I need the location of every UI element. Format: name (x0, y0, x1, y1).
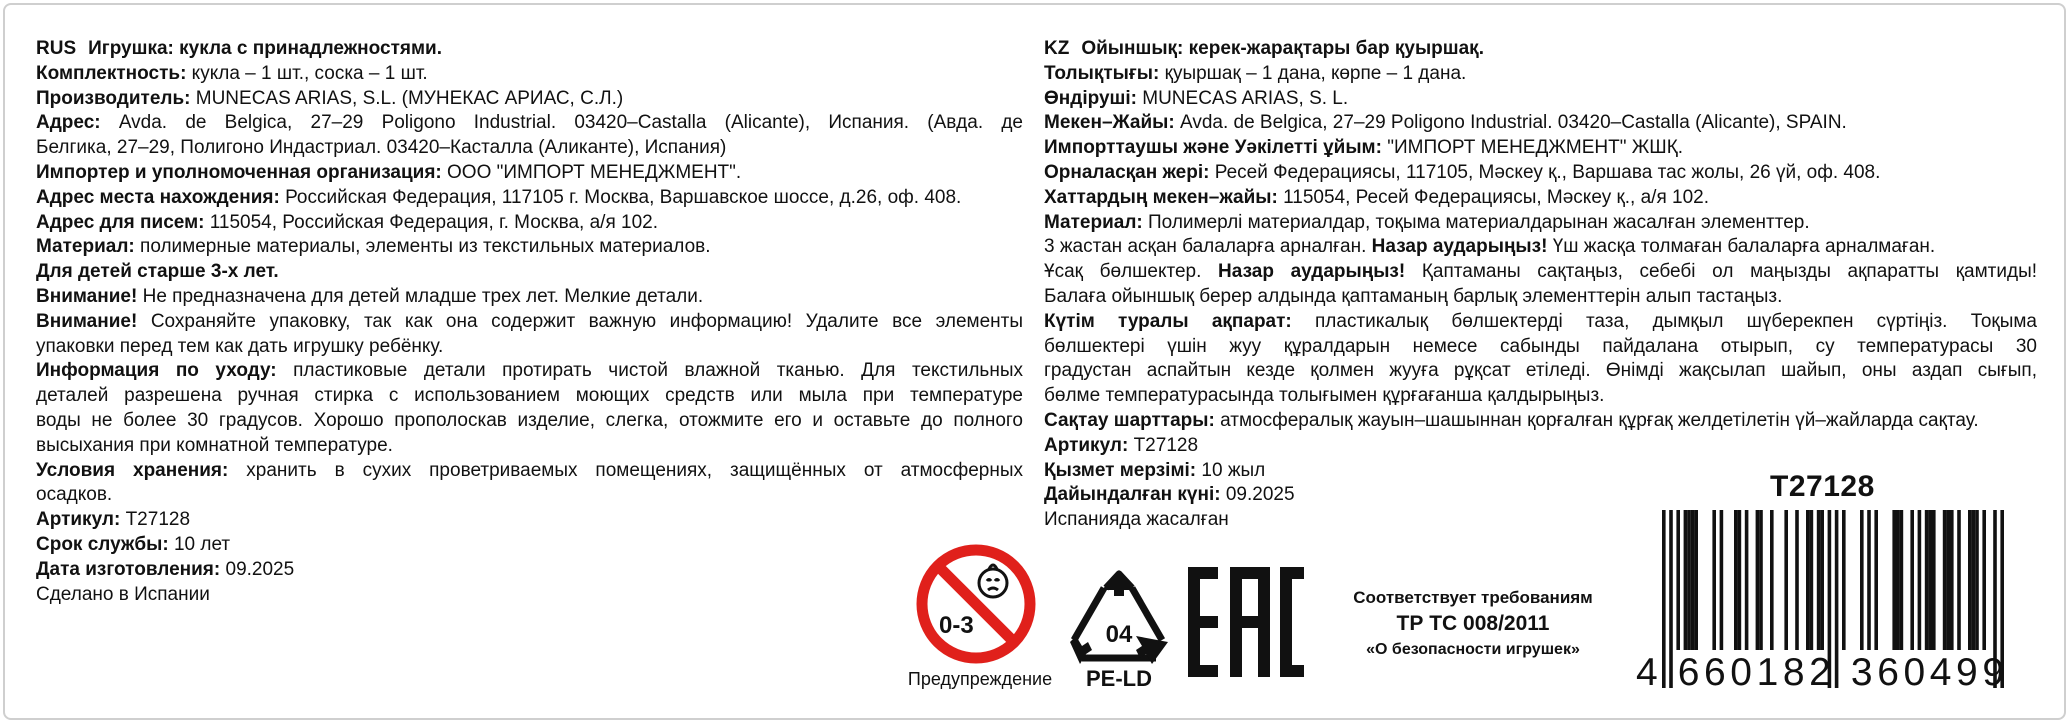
certification-block (1318, 588, 1628, 659)
location-label: Орналасқан жері: (1044, 161, 1210, 183)
manufacture-date-value: 09.2025 (1220, 484, 1295, 506)
mail-address-value: 115054, Российская Федерация, г. Москва, а/я 102. (204, 211, 659, 233)
lang-code-kz: KZ (1044, 38, 1070, 59)
maker-value: MUNECAS ARIAS, S.L. (МУНЕКАС АРИАС, С.Л.) (190, 87, 624, 109)
warning-value: Сохраняйте упаковку, так как она содержит важную информацию! Удалите все элементы (137, 310, 1023, 332)
storage-value: атмосфералық жауын–шашыннан қорғалған құрғақ желдетілетін үй–жайларда сақтау. (1214, 409, 1979, 431)
age-note: Для детей старше 3-х лет. (36, 261, 279, 283)
warning-label: Внимание! (36, 285, 138, 307)
barcode-bar (1759, 510, 1763, 650)
rus-section (36, 37, 1023, 607)
barcode-bar (1860, 510, 1864, 650)
care-value-cont: воды не более 30 градусов. Хорошо прополоскав изделие, слегка, отожмите его и оставьте до полного (36, 409, 1023, 431)
barcode-bar (1745, 510, 1749, 650)
barcode-bar (1756, 510, 1760, 650)
no-children-0-3-icon (915, 543, 1037, 670)
warning-value: Қаптаманы сақтаңыз, себебі ол маңызды ақпаратты қамтиды! (1405, 261, 2037, 283)
warning-label: Назар аударыңыз! (1218, 261, 1406, 283)
care-value-cont: высыхания при комнатной температуре. (36, 434, 393, 456)
barcode-bar (1810, 510, 1814, 650)
set-label: Комплектность: (36, 62, 187, 84)
recycle-code: 04 (1105, 621, 1133, 648)
location-value: Российская Федерация, 117105 г. Москва, Варшавское шоссе, д.26, оф. 408. (279, 186, 962, 208)
recycle-material: PE-LD (1086, 666, 1152, 690)
material-label: Материал: (1044, 211, 1143, 233)
maker-value: MUNECAS ARIAS, S. L. (1136, 87, 1349, 109)
address-label: Адрес: (36, 112, 101, 134)
barcode-bar (1820, 510, 1824, 650)
care-value-cont: бөлме температурасында толығымен құрғағанша қалдырыңыз. (1044, 385, 1605, 407)
care-value-cont: градустан аспайтын кезде қолмен жууға рұқсат етіледі. Өнімді жақсылап шайып, оны аздап сығып, (1044, 360, 2037, 382)
warning-value-cont: Балаға ойыншық берер алдында қаптаманың барлық элементтерін алып тастаңыз. (1044, 285, 1783, 307)
care-value-cont: бөлшектері үшін жуу құралдарын немесе сабынды пайдалана отырып, су температурасы 30 (1044, 335, 2037, 357)
service-life-label: Қызмет мерзімі: (1044, 459, 1197, 481)
barcode-bar (1817, 510, 1821, 650)
barcode-bar (1694, 510, 1698, 650)
origin-text: Сделано в Испании (36, 583, 210, 605)
set-value: қуыршақ – 1 дана, көрпе – 1 дана. (1159, 62, 1467, 84)
barcode-bar (1770, 510, 1774, 650)
barcode-bar (1896, 510, 1900, 650)
material-label: Материал: (36, 236, 135, 258)
set-value: кукла – 1 шт., соска – 1 шт. (186, 62, 428, 84)
product-title-kz: Ойыншық: керек-жарақтары бар қуыршақ. (1081, 38, 1484, 59)
barcode-bar (1950, 510, 1954, 650)
warning-caption: Предупреждение (907, 669, 1053, 689)
warning-value: Не предназначена для детей младше трех лет. Мелкие детали. (137, 285, 704, 307)
barcode-bar (1712, 510, 1716, 650)
sku-label: Артикул: (36, 509, 121, 531)
barcode-bar (1932, 510, 1936, 650)
importer-label: Импорттаушы және Уәкілетті ұйым: (1044, 137, 1382, 159)
barcode-bar (1972, 510, 1976, 650)
product-title-rus: Игрушка: кукла с принадлежностями. (88, 38, 442, 59)
kz-section (1044, 37, 2037, 533)
location-label: Адрес места нахождения: (36, 186, 280, 208)
address-value: Avda. de Belgica, 27–29 Poligono Industrial. 03420–Castalla (Alicante), SPAIN. (1174, 112, 1847, 134)
certification-standard: ТР ТС 008/2011 (1396, 612, 1550, 635)
storage-value-cont: осадков. (36, 484, 113, 506)
manufacture-date-label: Дайындалған күні: (1044, 484, 1221, 506)
barcode-bar (1900, 510, 1904, 650)
barcode-bar (1806, 510, 1810, 650)
mail-address-label: Хаттардың мекен–жайы: (1044, 186, 1278, 208)
manufacture-date-label: Дата изготовления: (36, 558, 221, 580)
material-value: Полимерлі материалдар, тоқыма материалдарынан жасалған элементтер. (1142, 211, 1810, 233)
address-value-cont: Белгика, 27–29, Полигоно Индастриал. 03420–Касталла (Аликанте), Испания) (36, 137, 727, 159)
care-label: Күтім туралы ақпарат: (1044, 310, 1292, 332)
barcode-bar (1867, 510, 1871, 650)
age-range-text: 0-3 (939, 612, 974, 639)
barcode-bar (1892, 510, 1896, 650)
manufacture-date-value: 09.2025 (220, 558, 295, 580)
origin-text: Испанияда жасалған (1044, 509, 1229, 531)
barcode-bar (1874, 510, 1878, 650)
barcode-bar (1687, 510, 1691, 650)
barcode-bar (1975, 510, 1979, 650)
age-note: 3 жастан асқан балаларға арналған. (1044, 236, 1372, 258)
mail-address-value: 115054, Ресей Федерациясы, Мәскеу қ., а/я 102. (1277, 186, 1710, 208)
importer-value: "ИМПОРТ МЕНЕДЖМЕНТ" ЖШҚ. (1381, 137, 1684, 159)
location-value: Ресей Федерациясы, 117105, Мәскеу қ., Варшава тас жолы, 26 үй, оф. 408. (1209, 161, 1881, 183)
barcode-bar (1957, 510, 1961, 650)
barcode-bar (1968, 510, 1972, 650)
lang-code-rus: RUS (36, 38, 77, 59)
storage-label: Условия хранения: (36, 459, 229, 481)
warning-label: Назар аударыңыз! (1371, 236, 1548, 258)
material-value: полимерные материалы, элементы из текстильных материалов. (134, 236, 711, 258)
importer-label: Импортер и уполномоченная организация: (36, 161, 442, 183)
mail-address-label: Адрес для писем: (36, 211, 205, 233)
care-value: пластикалық бөлшектерді таза, дымқыл шүберекпен сүртіңіз. Тоқыма (1291, 310, 2037, 332)
importer-value: ООО "ИМПОРТ МЕНЕДЖМЕНТ". (441, 161, 742, 183)
service-life-value: 10 лет (168, 533, 231, 555)
maker-label: Өндіруші: (1044, 87, 1137, 109)
sku-big-label: T27128 (1770, 470, 1875, 503)
set-label: Толықтығы: (1044, 62, 1160, 84)
barcode-bar (1943, 510, 1947, 650)
warning-value-cont: упаковки перед тем как дать игрушку ребёнку. (36, 335, 444, 357)
storage-value: хранить в сухих проветриваемых помещениях, защищённых от атмосферных (228, 459, 1023, 481)
barcode-bar (1684, 510, 1688, 650)
sku-label: Артикул: (1044, 434, 1129, 456)
barcode-bar (1982, 510, 1986, 650)
certification-title: «О безопасности игрушек» (1366, 641, 1580, 658)
eac-mark-icon (1186, 567, 1306, 682)
care-value-cont: деталей разрешена ручная стирка с использованием моющих средств или мыла при температуре (36, 385, 1023, 407)
care-label: Информация по уходу: (36, 360, 277, 382)
certification-line1: Соответствует требованиям (1353, 588, 1593, 607)
service-life-value: 10 жыл (1196, 459, 1266, 481)
barcode-bar (1928, 510, 1932, 650)
barcode-bar (1925, 510, 1929, 650)
address-value: Avda. de Belgica, 27–29 Poligono Industrial. 03420–Castalla (Alicante), Испания. (Авда. де (100, 112, 1023, 134)
barcode-bar (1738, 510, 1742, 650)
barcode-bar (1734, 510, 1738, 650)
warning-label: Внимание! (36, 310, 138, 332)
warning-value: Үш жасқа толмаған балаларға арналмаған. (1547, 236, 1936, 258)
sku-value: Т27128 (120, 509, 191, 531)
barcode-bar (1720, 510, 1724, 650)
barcode-bar (1784, 510, 1788, 650)
barcode-bar (1691, 510, 1695, 650)
maker-label: Производитель: (36, 87, 191, 109)
barcode-bar (1946, 510, 1950, 650)
barcode-bar (1918, 510, 1922, 650)
barcode-bar (1842, 510, 1846, 650)
storage-label: Сақтау шарттары: (1044, 409, 1215, 431)
sku-value: Т27128 (1128, 434, 1199, 456)
barcode-bar (1676, 510, 1680, 650)
recycle-pe-ld-icon (1064, 570, 1174, 695)
barcode-bar (1910, 510, 1914, 650)
service-life-label: Срок службы: (36, 533, 169, 555)
small-parts-note: Ұсақ бөлшектер. (1044, 261, 1219, 283)
barcode-digits: 4 660182 360499 (1636, 651, 2009, 694)
barcode-bar (1795, 510, 1799, 650)
care-value: пластиковые детали протирать чистой влажной тканью. Для текстильных (276, 360, 1023, 382)
address-label: Мекен–Жайы: (1044, 112, 1175, 134)
